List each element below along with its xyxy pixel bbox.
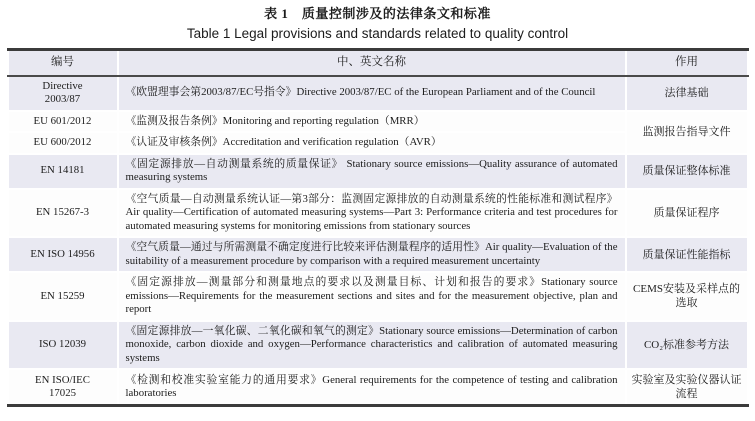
cell-name: 《固定源排放—自动测量系统的质量保证》 Stationary source emissions—Quality assurance of automated measuring systems <box>118 154 626 189</box>
cell-id <box>8 237 118 272</box>
cell-role: 质量保证整体标准 <box>626 154 748 189</box>
standard-id: EU 600/2012 <box>33 136 92 148</box>
cell-id <box>8 76 118 111</box>
table-row <box>8 272 748 321</box>
cell-name: 《检测和校准实验室能力的通用要求》General requirements for the competence of testing and calibration laboratories <box>118 369 626 406</box>
table-caption-zh: 表 1 质量控制涉及的法律条文和标准 <box>264 6 491 21</box>
cell-id <box>8 189 118 238</box>
standard-id: Directive 2003/87 <box>42 79 83 105</box>
cell-role: CEMS安装及采样点的选取 <box>626 272 748 321</box>
cell-role: 质量保证程序 <box>626 189 748 238</box>
table-row <box>8 111 748 133</box>
column-header-name: 中、英文名称 <box>118 50 626 76</box>
standard-id: EN 15259 <box>40 289 85 302</box>
table-row <box>8 189 748 238</box>
cell-name: 《空气质量—自动测量系统认证—第3部分：监测固定源排放的自动测量系统的性能标准和测试程序》Air quality—Certification of automated measuring systems—Part 3: Performance criteria and test procedures for automated measuring systems for monitoring emissions from stationary sources <box>118 189 626 238</box>
table-caption <box>0 5 755 42</box>
cell-id <box>8 272 118 321</box>
standard-id: EN 15267-3 <box>35 206 90 218</box>
cell-id <box>8 154 118 189</box>
table-caption-en: Table 1 Legal provisions and standards related to quality control <box>186 26 569 41</box>
table-row <box>8 321 748 370</box>
cell-name: 《固定源排放—测量部分和测量地点的要求以及测量目标、计划和报告的要求》Stationary source emissions—Requirements for the measurement sections and sites and for the measurement objective, plan and report <box>118 272 626 321</box>
cell-role-merged: 监测报告指导文件 <box>626 111 748 154</box>
standard-id: ISO 12039 <box>38 338 87 350</box>
cell-role: 质量保证性能指标 <box>626 237 748 272</box>
cell-id <box>8 369 118 406</box>
column-header-role: 作用 <box>626 50 748 76</box>
cell-id <box>8 321 118 370</box>
cell-id <box>8 111 118 133</box>
cell-name: 《认证及审核条例》Accreditation and verification regulation（AVR） <box>118 132 626 154</box>
standard-id: EN 14181 <box>40 164 85 177</box>
standard-id: EU 601/2012 <box>33 114 92 127</box>
cell-role: 实验室及实验仪器认证流程 <box>626 369 748 406</box>
cell-id <box>8 132 118 154</box>
table-row <box>8 237 748 272</box>
table-row <box>8 76 748 111</box>
standard-id: EN ISO/IEC 17025 <box>35 373 90 399</box>
cell-name: 《空气质量—通过与所需测量不确定度进行比较来评估测量程序的适用性》Air quality—Evaluation of the suitability of a measurement procedure by comparison with a required measurement uncertainty <box>118 237 626 272</box>
cell-role: 法律基础 <box>626 76 748 111</box>
legal-standards-table <box>7 48 749 407</box>
column-header-id: 编号 <box>8 50 118 76</box>
cell-name: 《固定源排放—一氧化碳、二氧化碳和氧气的测定》Stationary source emissions—Determination of carbon monoxide, carbon dioxide and oxygen—Performance characteristics and calibration of automated measuring systems <box>118 321 626 370</box>
cell-name: 《监测及报告条例》Monitoring and reporting regulation（MRR） <box>118 111 626 133</box>
table-row <box>8 154 748 189</box>
header-row <box>8 50 748 76</box>
standard-id: EN ISO 14956 <box>30 247 95 260</box>
cell-name: 《欧盟理事会第2003/87/EC号指令》Directive 2003/87/EC of the European Parliament and of the Council <box>118 76 626 111</box>
table-row <box>8 369 748 406</box>
cell-role: CO₂标准参考方法 <box>626 321 748 370</box>
